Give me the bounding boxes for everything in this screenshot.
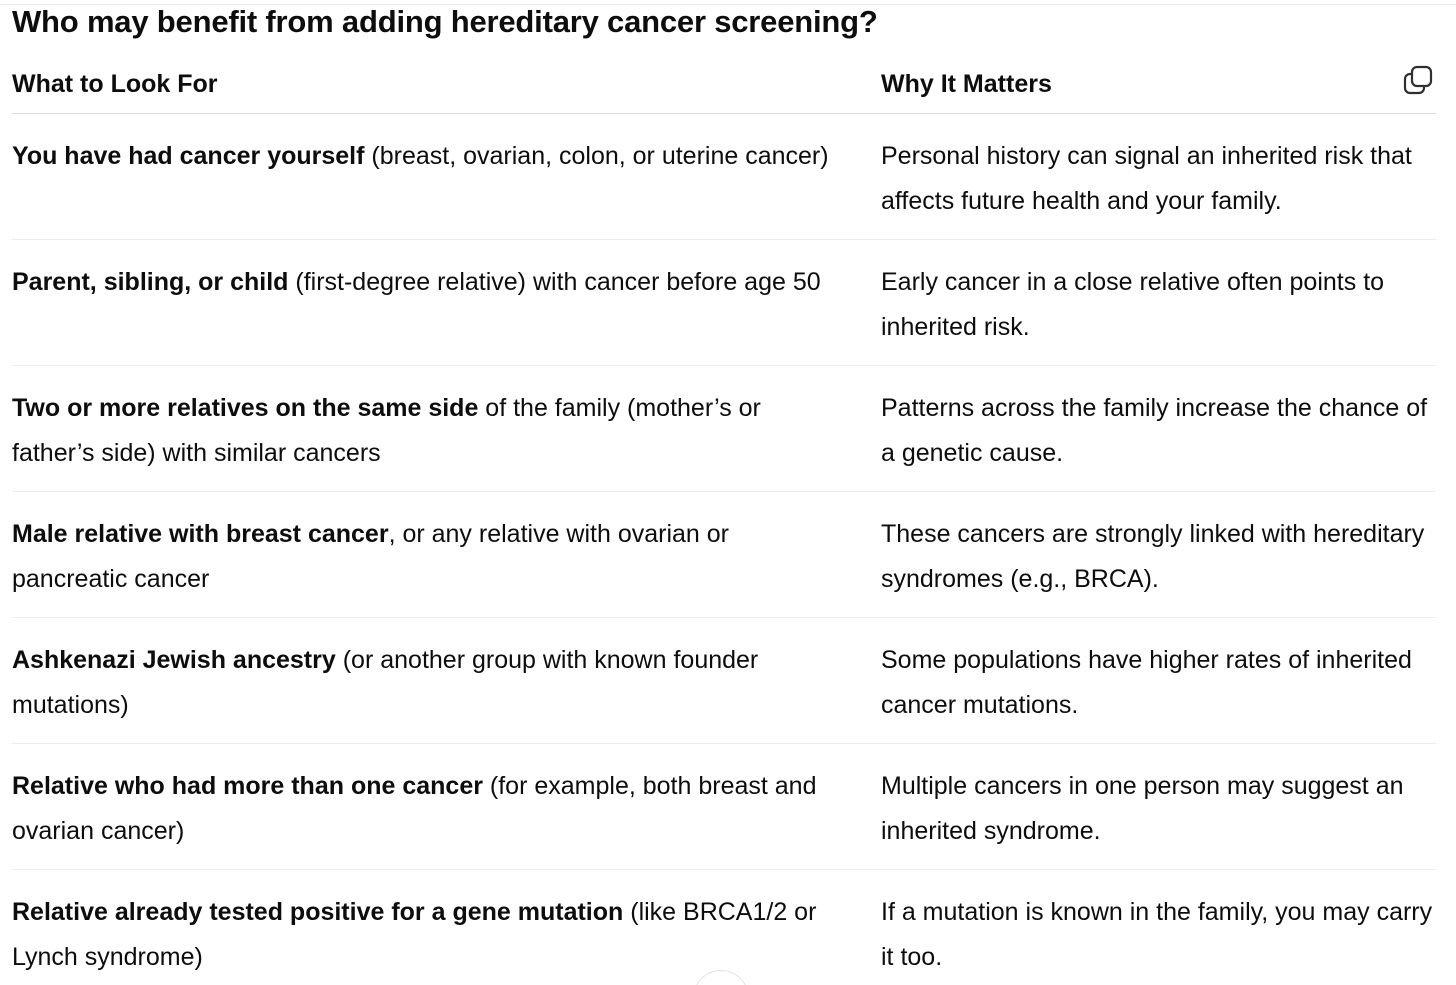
table-row bbox=[12, 618, 1436, 744]
table-header-row bbox=[12, 56, 1436, 114]
look-for-detail: , or any relative with ovarian or pancreatic cancer bbox=[12, 520, 729, 593]
table-row bbox=[12, 366, 1436, 492]
why-it-matters-cell: These cancers are strongly linked with hereditary syndromes (e.g., BRCA). bbox=[881, 520, 1425, 593]
look-for-cell bbox=[12, 386, 842, 475]
screening-table bbox=[12, 56, 1436, 985]
look-for-bold: Two or more relatives on the same side bbox=[12, 394, 479, 422]
look-for-detail: (first-degree relative) with cancer before age 50 bbox=[288, 268, 821, 296]
look-for-detail: of the family (mother’s or father’s side) with similar cancers bbox=[12, 394, 761, 467]
why-it-matters-cell: Patterns across the family increase the chance of a genetic cause. bbox=[881, 394, 1428, 467]
why-it-matters-cell: Multiple cancers in one person may suggest an inherited syndrome. bbox=[881, 772, 1404, 845]
table-row bbox=[12, 744, 1436, 870]
look-for-bold: Relative who had more than one cancer bbox=[12, 772, 483, 800]
why-it-matters-cell: Some populations have higher rates of inherited cancer mutations. bbox=[881, 646, 1412, 719]
look-for-bold: You have had cancer yourself bbox=[12, 142, 365, 170]
look-for-cell bbox=[12, 638, 842, 727]
look-for-cell bbox=[12, 764, 842, 853]
look-for-bold: Male relative with breast cancer bbox=[12, 520, 389, 548]
copy-icon bbox=[1402, 64, 1434, 96]
table-row bbox=[12, 240, 1436, 366]
look-for-cell bbox=[12, 890, 842, 979]
look-for-detail: (or another group with known founder mutations) bbox=[12, 646, 759, 719]
look-for-cell bbox=[12, 134, 842, 179]
look-for-bold: Parent, sibling, or child bbox=[12, 268, 289, 296]
table-row bbox=[12, 870, 1436, 985]
page-title: Who may benefit from adding hereditary cancer screening? bbox=[12, 4, 878, 39]
look-for-detail: (breast, ovarian, colon, or uterine cancer) bbox=[364, 142, 829, 170]
look-for-cell bbox=[12, 260, 842, 305]
look-for-bold: Ashkenazi Jewish ancestry bbox=[12, 646, 336, 674]
look-for-detail: (like BRCA1/2 or Lynch syndrome) bbox=[12, 898, 817, 971]
look-for-bold: Relative already tested positive for a gene mutation bbox=[12, 898, 624, 926]
column-header-why-it-matters: Why It Matters bbox=[881, 70, 1052, 98]
table-row bbox=[12, 492, 1436, 618]
table-row bbox=[12, 114, 1436, 240]
column-header-what-to-look-for: What to Look For bbox=[12, 70, 218, 98]
copy-table-button[interactable] bbox=[1400, 62, 1436, 98]
look-for-cell bbox=[12, 512, 842, 601]
look-for-detail: (for example, both breast and ovarian cancer) bbox=[12, 772, 817, 845]
why-it-matters-cell: Personal history can signal an inherited risk that affects future health and your family. bbox=[881, 142, 1412, 215]
why-it-matters-cell: If a mutation is known in the family, you may carry it too. bbox=[881, 898, 1433, 971]
why-it-matters-cell: Early cancer in a close relative often points to inherited risk. bbox=[881, 268, 1385, 341]
